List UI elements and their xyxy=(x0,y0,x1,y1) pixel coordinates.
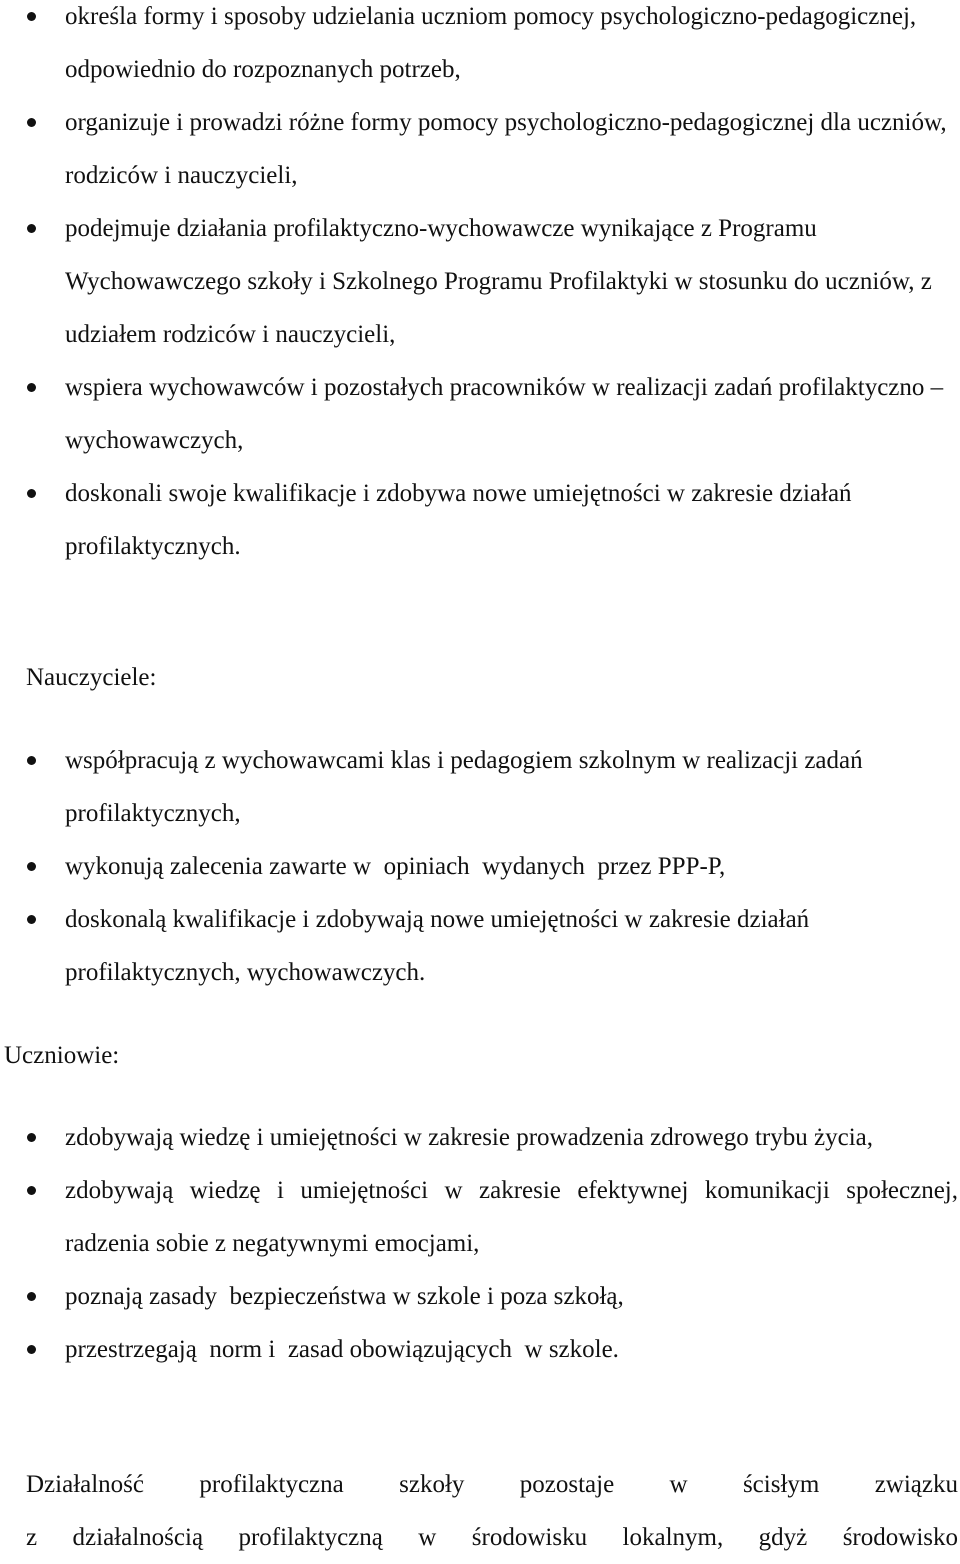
list-item xyxy=(0,1270,960,1323)
paragraph-line: z działalnością profilaktyczną w środowisku lokalnym, gdyż środowisko xyxy=(26,1524,958,1551)
section-heading-uczniowie: Uczniowie: xyxy=(4,1042,120,1069)
list-item xyxy=(0,361,960,467)
list-item xyxy=(0,96,960,202)
list-item-text: współpracują z wychowawcami klas i pedagogiem szkolnym w realizacji zadań profilaktycznych, xyxy=(65,747,863,827)
list-item-text: zdobywają wiedzę i umiejętności w zakresie prowadzenia zdrowego trybu życia, xyxy=(65,1124,873,1151)
section-heading-nauczyciele: Nauczyciele: xyxy=(26,664,157,691)
list-item-text: przestrzegają norm i zasad obowiązujących w szkole. xyxy=(65,1336,619,1363)
list-item-text: doskonalą kwalifikacje i zdobywają nowe umiejętności w zakresie działań profilaktycznych, wychowawczych. xyxy=(65,906,810,986)
list-item xyxy=(0,467,960,573)
bullet-icon xyxy=(27,1186,36,1195)
list-item xyxy=(0,1164,960,1270)
list-item xyxy=(0,734,960,840)
list-item xyxy=(0,1323,960,1376)
list-item-text: organizuje i prowadzi różne formy pomocy psychologiczno-pedagogicznej dla uczniów, rodziców i nauczycieli, xyxy=(65,109,947,189)
list-item xyxy=(0,840,960,893)
bullet-icon xyxy=(27,1345,36,1354)
list-item-text: wykonują zalecenia zawarte w opiniach wydanych przez PPP-P, xyxy=(65,853,726,880)
list-item-text: wspiera wychowawców i pozostałych pracowników w realizacji zadań profilaktyczno – wychowawczych, xyxy=(65,374,944,454)
bullet-icon xyxy=(27,915,36,924)
list-item xyxy=(0,1111,960,1164)
list-item xyxy=(0,202,960,361)
intro-bullet-list xyxy=(0,0,960,573)
bullet-icon xyxy=(27,1133,36,1142)
list-item-text: określa formy i sposoby udzielania uczniom pomocy psychologiczno-pedagogicznej, odpowiednio do rozpoznanych potrzeb, xyxy=(65,3,917,83)
nauczyciele-bullet-list xyxy=(0,734,960,999)
list-item-text: poznają zasady bezpieczeństwa w szkole i poza szkołą, xyxy=(65,1283,624,1310)
bullet-icon xyxy=(27,1292,36,1301)
closing-paragraph xyxy=(26,1458,958,1564)
paragraph-line: Działalność profilaktyczna szkoły pozostaje w ścisłym związku xyxy=(26,1471,958,1498)
bullet-icon xyxy=(27,118,36,127)
list-item-text: zdobywają wiedzę i umiejętności w zakresie efektywnej komunikacji społecznej, radzenia sobie z negatywnymi emocjami, xyxy=(65,1177,958,1257)
list-item-text: doskonali swoje kwalifikacje i zdobywa nowe umiejętności w zakresie działań profilaktycznych. xyxy=(65,480,852,560)
bullet-icon xyxy=(27,12,36,21)
bullet-icon xyxy=(27,383,36,392)
uczniowie-bullet-list xyxy=(0,1111,960,1376)
bullet-icon xyxy=(27,756,36,765)
bullet-icon xyxy=(27,224,36,233)
bullet-icon xyxy=(27,862,36,871)
list-item-text: podejmuje działania profilaktyczno-wychowawcze wynikające z Programu Wychowawczego szkoły i Szkolnego Programu Profilaktyki w stosunku do uczniów, z udziałem rodziców i nauczycieli, xyxy=(65,215,932,348)
list-item xyxy=(0,893,960,999)
bullet-icon xyxy=(27,489,36,498)
list-item xyxy=(0,0,960,96)
